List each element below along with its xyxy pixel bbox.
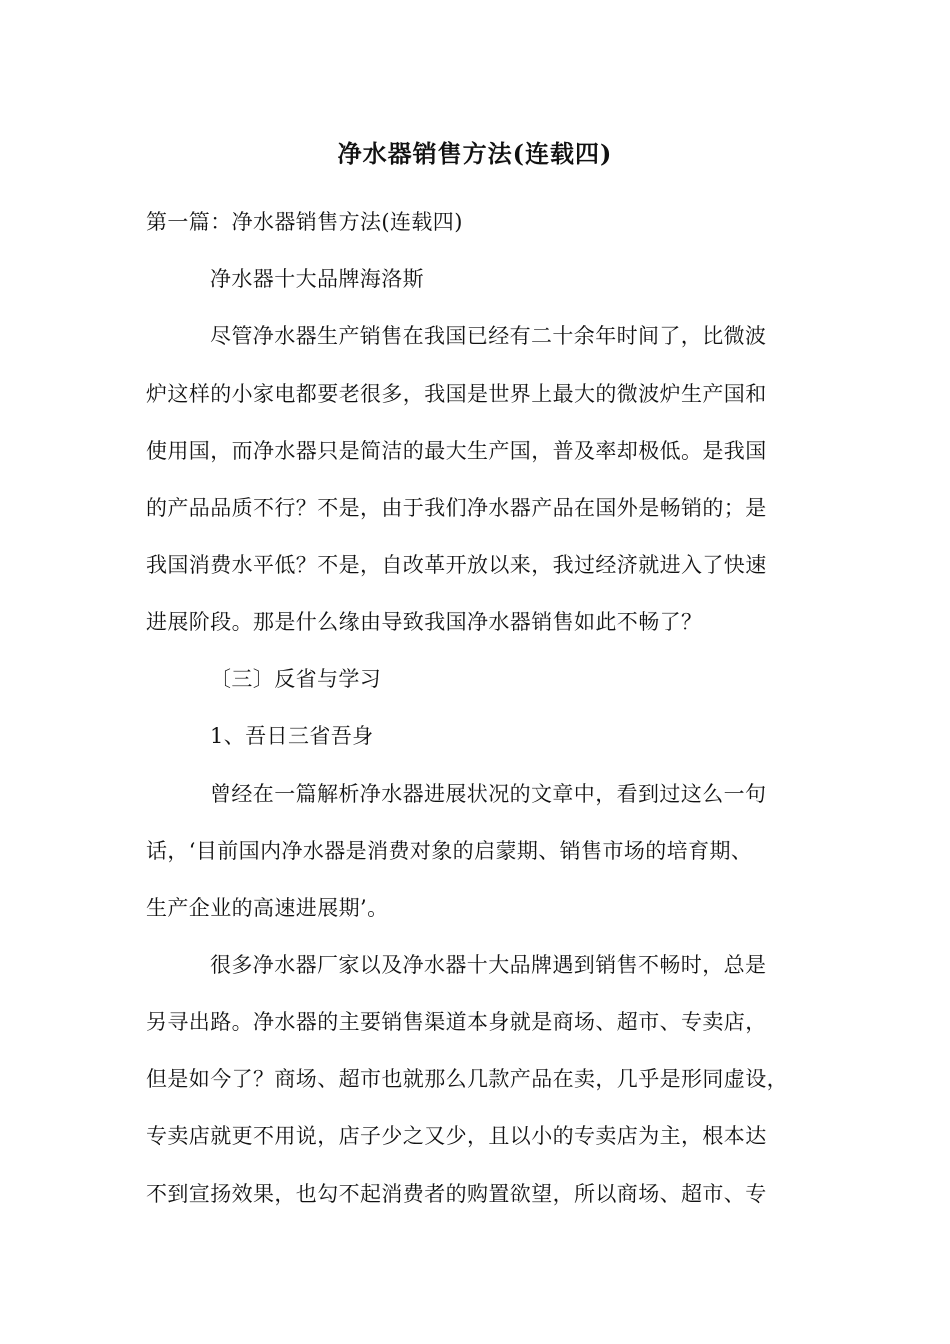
numbered-heading: 1、吾日三省吾身 <box>210 724 374 748</box>
paragraph-line: 话，‘目前国内净水器是消费对象的启蒙期、销售市场的培育期、 <box>146 839 753 863</box>
paragraph-line: 专卖店就更不用说，店子少之又少，且以小的专卖店为主，根本达 <box>146 1124 767 1148</box>
paragraph-line: 曾经在一篇解析净水器进展状况的文章中，看到过这么一句 <box>210 782 767 806</box>
paragraph-line: 的产品品质不行？不是，由于我们净水器产品在国外是畅销的；是 <box>146 496 767 520</box>
paragraph-line: 进展阶段。那是什么缘由导致我国净水器销售如此不畅了？ <box>146 610 703 634</box>
paragraph-line: 另寻出路。净水器的主要销售渠道本身就是商场、超市、专卖店， <box>146 1010 767 1034</box>
paragraph-line: 不到宣扬效果，也勾不起消费者的购置欲望，所以商场、超市、专 <box>146 1182 767 1206</box>
paragraph-line: 生产企业的高速进展期’。 <box>146 896 389 920</box>
paragraph-line: 但是如今了？商场、超市也就那么几款产品在卖，几乎是形同虚设， <box>146 1067 788 1091</box>
document-title: 净水器销售方法(连载四) <box>337 139 613 168</box>
subsection-heading: 〔三〕反省与学习 <box>210 667 382 691</box>
paragraph-line: 炉这样的小家电都要老很多，我国是世界上最大的微波炉生产国和 <box>146 382 767 406</box>
section-heading: 第一篇：净水器销售方法(连载四) <box>146 210 463 234</box>
paragraph-line: 尽管净水器生产销售在我国已经有二十余年时间了，比微波 <box>210 324 767 348</box>
subheading-brand: 净水器十大品牌海洛斯 <box>210 267 424 291</box>
paragraph-line: 使用国，而净水器只是简洁的最大生产国，普及率却极低。是我国 <box>146 439 767 463</box>
paragraph-line: 我国消费水平低？不是，自改革开放以来，我过经济就进入了快速 <box>146 553 767 577</box>
paragraph-line: 很多净水器厂家以及净水器十大品牌遇到销售不畅时，总是 <box>210 953 767 977</box>
